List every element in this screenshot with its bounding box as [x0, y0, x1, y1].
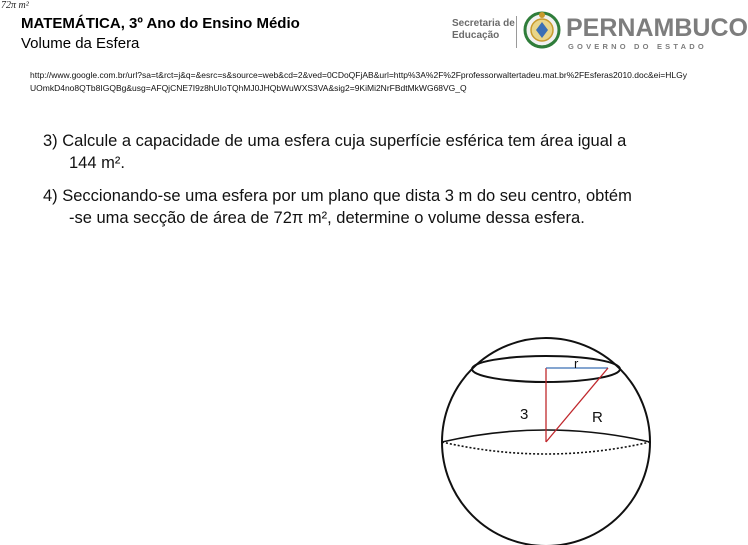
government-logo: [452, 10, 748, 54]
sphere-diagram: [440, 330, 640, 540]
label-small-r: r: [574, 356, 579, 371]
question-4-line1: 4) Seccionando-se uma esfera por um plano que dista 3 m do seu centro, obtém: [43, 187, 632, 205]
slide-title: MATEMÁTICA, 3º Ano do Ensino Médio: [21, 15, 300, 32]
title-block: [21, 14, 300, 54]
sphere-figure: [440, 330, 640, 540]
state-subtitle: GOVERNO DO ESTADO: [568, 42, 707, 51]
label-big-r: R: [592, 409, 603, 426]
equator-front: [442, 442, 650, 454]
question-3-line2: 144 m².: [69, 154, 125, 172]
slide-subtitle: Volume da Esfera: [21, 35, 140, 52]
secretaria-line1: Secretaria de: [452, 18, 515, 29]
secretaria-text: [452, 18, 515, 42]
secretaria-line2: Educação: [452, 30, 500, 41]
question-4-line2: -se uma secção de área de 72π m², determine o volume dessa esfera.: [69, 209, 585, 227]
label-distance: 3: [520, 406, 529, 423]
state-crest-icon: [522, 10, 562, 54]
corner-formula: 72π m²: [1, 0, 29, 11]
state-name: PERNAMBUCO: [566, 14, 748, 42]
slide-header: [0, 0, 748, 62]
question-3-line1: 3) Calcule a capacidade de uma esfera cuja superfície esférica tem área igual a: [43, 132, 627, 150]
question-3: [43, 130, 713, 174]
question-4: [43, 185, 713, 229]
logo-divider: [516, 16, 517, 48]
source-url: http://www.google.com.br/url?sa=t&rct=j&q=&esrc=s&source=web&cd=2&ved=0CDoQFjAB&url=http%3A%2F%2Fprofessorwaltertadeu.mat.br%2FEsferas2010.doc&ei=HLGyUOmkD4no8QTb8IGQBg&usg=AFQjCNE7I9z8hUIoTQhMJ0JHQbWuWXS3VA&sig2=9KiMi2NrFBdtMkWG68VG_Q: [30, 70, 687, 93]
